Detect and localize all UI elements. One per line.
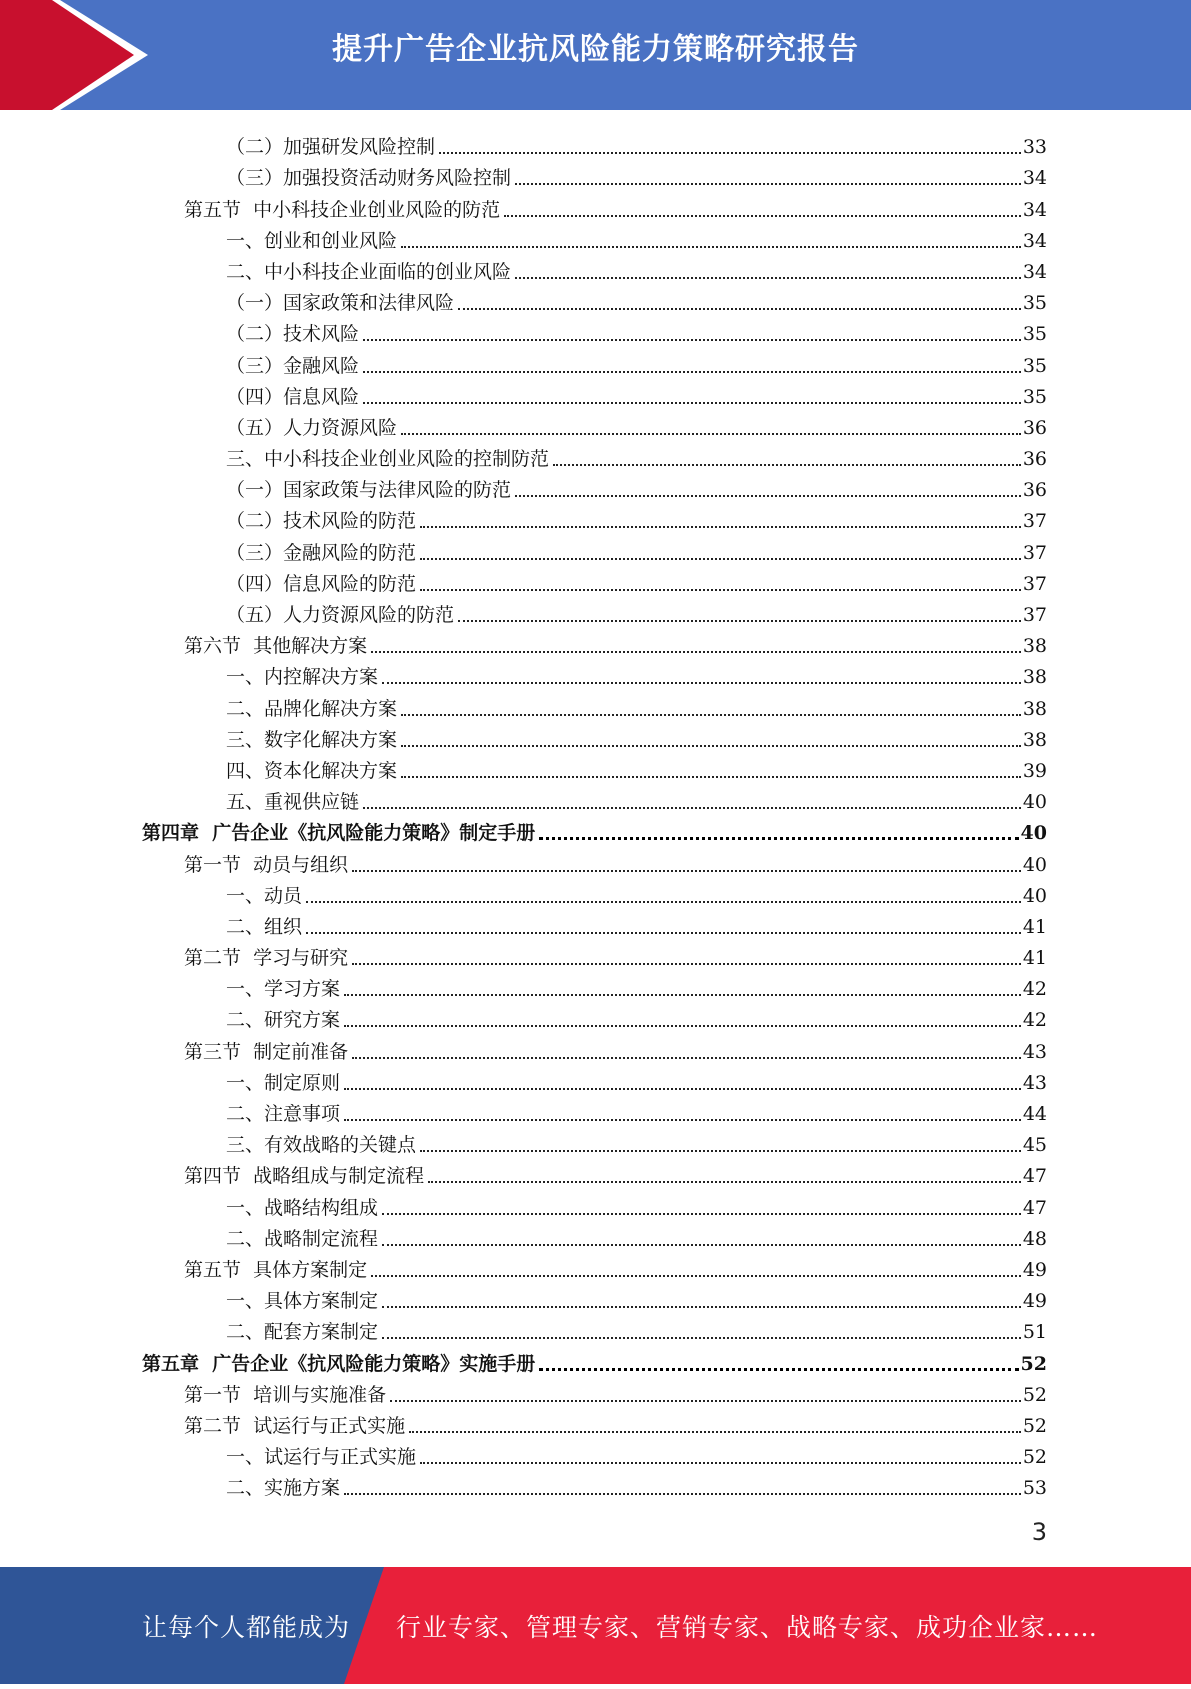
toc-entry[interactable] <box>0 440 1191 471</box>
toc-entry-title: 一、具体方案制定 <box>226 1290 379 1313</box>
toc-entry-page: 36 <box>1022 448 1047 471</box>
toc-entry[interactable] <box>0 1095 1191 1126</box>
toc-entry[interactable] <box>0 1220 1191 1251</box>
toc-dot-leader <box>401 745 1021 747</box>
toc-entry[interactable] <box>0 1438 1191 1469</box>
toc-dot-leader <box>382 1213 1021 1215</box>
toc-entry-title: 一、战略结构组成 <box>226 1196 379 1219</box>
toc-entry-title: 二、研究方案 <box>226 1009 341 1032</box>
toc-dot-leader <box>458 308 1021 310</box>
toc-entry-title: 二、中小科技企业面临的创业风险 <box>226 260 512 283</box>
toc-entry-page: 40 <box>1022 884 1047 907</box>
toc-entry[interactable] <box>0 1126 1191 1157</box>
toc-dot-leader <box>420 589 1021 591</box>
toc-entry[interactable] <box>0 284 1191 315</box>
toc-entry-page: 52 <box>1020 1352 1047 1375</box>
toc-entry-title: 五、重视供应链 <box>226 791 360 814</box>
toc-entry-title: 二、战略制定流程 <box>226 1227 379 1250</box>
toc-dot-leader <box>428 1181 1021 1183</box>
toc-entry-title: 二、组织 <box>226 915 303 938</box>
toc-entry[interactable] <box>0 658 1191 689</box>
toc-entry[interactable] <box>0 1251 1191 1282</box>
toc-entry-title: 第六节 其他解决方案 <box>184 635 368 658</box>
toc-entry-title: （四）信息风险的防范 <box>226 572 417 595</box>
toc-dot-leader <box>420 1150 1021 1152</box>
toc-entry-page: 36 <box>1022 416 1047 439</box>
toc-entry-title: （二）技术风险的防范 <box>226 510 417 533</box>
toc-dot-leader <box>344 1493 1021 1495</box>
toc-dot-leader <box>363 339 1021 341</box>
toc-dot-leader <box>352 870 1021 872</box>
toc-entry[interactable] <box>0 596 1191 627</box>
toc-entry-page: 37 <box>1022 604 1047 626</box>
toc-entry[interactable] <box>0 1407 1191 1438</box>
table-of-contents <box>0 128 1191 1500</box>
toc-entry-page: 35 <box>1022 385 1047 408</box>
toc-entry[interactable] <box>0 939 1191 970</box>
toc-dot-leader <box>515 495 1021 497</box>
report-title: 提升广告企业抗风险能力策略研究报告 <box>332 32 859 67</box>
toc-entry-page: 49 <box>1022 1290 1047 1313</box>
toc-dot-leader <box>420 1462 1021 1464</box>
toc-entry[interactable] <box>0 721 1191 752</box>
toc-entry-page: 38 <box>1022 666 1047 689</box>
toc-dot-leader <box>352 1057 1021 1059</box>
toc-entry-page: 48 <box>1022 1227 1047 1250</box>
toc-entry-page: 40 <box>1020 822 1047 845</box>
toc-entry-title: 四、资本化解决方案 <box>226 759 398 782</box>
toc-entry[interactable] <box>0 1282 1191 1313</box>
toc-dot-leader <box>382 1306 1021 1308</box>
toc-dot-leader <box>344 1088 1021 1090</box>
toc-dot-leader <box>363 807 1021 809</box>
toc-entry-page: 43 <box>1022 1040 1047 1063</box>
toc-dot-leader <box>539 837 1018 840</box>
toc-entry-title: 第四节 战略组成与制定流程 <box>184 1165 425 1188</box>
toc-dot-leader <box>420 558 1021 560</box>
footer-slogan: 让每个人都能成为 <box>142 1613 351 1642</box>
toc-entry-title: 三、有效战略的关键点 <box>226 1134 417 1157</box>
toc-entry-title: 第五节 具体方案制定 <box>184 1258 368 1281</box>
toc-entry-page: 38 <box>1022 635 1047 658</box>
toc-entry-page: 41 <box>1022 915 1047 938</box>
toc-entry[interactable] <box>0 533 1191 564</box>
toc-entry[interactable] <box>0 1469 1191 1500</box>
toc-dot-leader <box>344 1025 1021 1027</box>
toc-entry-page: 47 <box>1022 1165 1047 1188</box>
toc-dot-leader <box>401 246 1021 248</box>
toc-entry-title: 一、学习方案 <box>226 978 341 1001</box>
toc-dot-leader <box>344 994 1021 996</box>
toc-entry-page: 35 <box>1022 292 1047 315</box>
toc-entry-title: 三、数字化解决方案 <box>226 728 398 751</box>
toc-dot-leader <box>382 1337 1021 1339</box>
page-footer <box>0 1567 1191 1684</box>
toc-entry-title: 第一节 培训与实施准备 <box>184 1383 387 1406</box>
toc-entry-page: 40 <box>1022 791 1047 814</box>
toc-entry-page: 42 <box>1022 978 1047 1001</box>
toc-entry-title: （五）人力资源风险的防范 <box>226 604 455 626</box>
toc-dot-leader <box>458 620 1021 622</box>
toc-entry-title: （一）国家政策和法律风险 <box>226 292 455 315</box>
toc-entry[interactable] <box>0 1032 1191 1063</box>
toc-entry-page: 34 <box>1022 198 1047 221</box>
toc-entry[interactable] <box>0 752 1191 783</box>
toc-dot-leader <box>390 1400 1021 1402</box>
toc-entry[interactable] <box>0 222 1191 253</box>
toc-entry[interactable] <box>0 1157 1191 1188</box>
toc-entry[interactable] <box>0 315 1191 346</box>
toc-entry-title: 一、制定原则 <box>226 1071 341 1094</box>
toc-entry-page: 51 <box>1022 1321 1047 1344</box>
toc-dot-leader <box>515 277 1021 279</box>
toc-dot-leader <box>401 433 1021 435</box>
toc-entry-title: 第五节 中小科技企业创业风险的防范 <box>184 198 501 221</box>
toc-entry-title: 第四章 广告企业《抗风险能力策略》制定手册 <box>142 822 536 845</box>
toc-dot-leader <box>363 402 1021 404</box>
toc-entry[interactable] <box>0 346 1191 377</box>
toc-entry-page: 40 <box>1022 853 1047 876</box>
toc-entry[interactable] <box>0 159 1191 190</box>
toc-dot-leader <box>539 1368 1018 1371</box>
toc-dot-leader <box>306 901 1021 903</box>
toc-entry-title: 第二节 试运行与正式实施 <box>184 1414 406 1437</box>
toc-entry-title: 一、创业和创业风险 <box>226 229 398 252</box>
toc-entry-title: 二、品牌化解决方案 <box>226 697 398 720</box>
toc-entry-page: 38 <box>1022 697 1047 720</box>
toc-entry-page: 38 <box>1022 728 1047 751</box>
toc-entry-page: 49 <box>1022 1258 1047 1281</box>
toc-entry-title: （五）人力资源风险 <box>226 416 398 439</box>
toc-entry-title: （一）国家政策与法律风险的防范 <box>226 479 512 502</box>
toc-entry-page: 34 <box>1022 260 1047 283</box>
toc-entry-page: 43 <box>1022 1071 1047 1094</box>
toc-entry-title: 二、配套方案制定 <box>226 1321 379 1344</box>
toc-entry-title: 第三节 制定前准备 <box>184 1040 349 1063</box>
toc-entry-page: 35 <box>1022 354 1047 377</box>
toc-entry-title: （二）加强研发风险控制 <box>226 136 436 159</box>
page-header <box>0 0 1191 110</box>
toc-entry-page: 52 <box>1022 1414 1047 1437</box>
toc-entry[interactable] <box>0 1376 1191 1407</box>
toc-entry[interactable] <box>0 627 1191 658</box>
toc-entry[interactable] <box>0 1064 1191 1095</box>
toc-entry[interactable] <box>0 1001 1191 1032</box>
toc-dot-leader <box>363 371 1021 373</box>
toc-entry-page: 37 <box>1022 541 1047 564</box>
page-number: 3 <box>1031 1518 1047 1546</box>
toc-entry-page: 42 <box>1022 1009 1047 1032</box>
toc-entry[interactable] <box>0 190 1191 221</box>
toc-entry-page: 34 <box>1022 167 1047 190</box>
toc-entry[interactable] <box>0 689 1191 720</box>
toc-entry-page: 53 <box>1022 1477 1047 1500</box>
toc-entry[interactable] <box>0 814 1191 845</box>
toc-entry-page: 34 <box>1022 229 1047 252</box>
toc-entry-title: 第五章 广告企业《抗风险能力策略》实施手册 <box>142 1352 536 1375</box>
toc-entry[interactable] <box>0 970 1191 1001</box>
toc-dot-leader <box>439 152 1021 154</box>
toc-dot-leader <box>401 714 1021 716</box>
toc-entry[interactable] <box>0 908 1191 939</box>
toc-entry-page: 41 <box>1022 947 1047 970</box>
toc-dot-leader <box>515 183 1021 185</box>
toc-entry-page: 33 <box>1022 136 1047 159</box>
toc-dot-leader <box>401 776 1021 778</box>
toc-entry-title: （二）技术风险 <box>226 323 360 346</box>
toc-entry-page: 47 <box>1022 1196 1047 1219</box>
toc-entry-title: 一、试运行与正式实施 <box>226 1446 417 1469</box>
toc-entry-title: （三）金融风险的防范 <box>226 541 417 564</box>
toc-entry-title: 一、内控解决方案 <box>226 666 379 689</box>
toc-dot-leader <box>420 526 1021 528</box>
toc-entry-page: 36 <box>1022 479 1047 502</box>
toc-entry[interactable] <box>0 253 1191 284</box>
toc-entry-title: 二、实施方案 <box>226 1477 341 1500</box>
toc-entry[interactable] <box>0 565 1191 596</box>
toc-entry-title: （三）金融风险 <box>226 354 360 377</box>
toc-entry-page: 37 <box>1022 510 1047 533</box>
toc-entry-title: （三）加强投资活动财务风险控制 <box>226 167 512 190</box>
toc-entry-page: 39 <box>1022 759 1047 782</box>
toc-entry[interactable] <box>0 128 1191 159</box>
toc-dot-leader <box>382 1244 1021 1246</box>
toc-entry[interactable] <box>0 378 1191 409</box>
toc-entry[interactable] <box>0 877 1191 908</box>
toc-dot-leader <box>504 215 1021 217</box>
toc-entry-page: 35 <box>1022 323 1047 346</box>
toc-entry[interactable] <box>0 1188 1191 1219</box>
toc-entry-page: 37 <box>1022 572 1047 595</box>
toc-dot-leader <box>371 651 1021 653</box>
toc-dot-leader <box>352 963 1021 965</box>
toc-entry[interactable] <box>0 471 1191 502</box>
footer-roles: 行业专家、管理专家、营销专家、战略专家、成功企业家…… <box>396 1613 1099 1642</box>
toc-entry-page: 52 <box>1022 1383 1047 1406</box>
toc-entry[interactable] <box>0 783 1191 814</box>
toc-entry-title: （四）信息风险 <box>226 385 360 408</box>
toc-dot-leader <box>409 1431 1021 1433</box>
toc-entry[interactable] <box>0 1313 1191 1344</box>
toc-dot-leader <box>553 464 1021 466</box>
toc-entry[interactable] <box>0 502 1191 533</box>
toc-entry-title: 二、注意事项 <box>226 1103 341 1125</box>
toc-dot-leader <box>382 682 1021 684</box>
toc-entry-title: 一、动员 <box>226 884 303 907</box>
toc-entry[interactable] <box>0 845 1191 876</box>
toc-dot-leader <box>344 1119 1021 1121</box>
toc-entry-title: 第二节 学习与研究 <box>184 947 349 970</box>
toc-entry-page: 52 <box>1022 1446 1047 1469</box>
toc-entry[interactable] <box>0 409 1191 440</box>
toc-entry-title: 第一节 动员与组织 <box>184 853 349 876</box>
toc-dot-leader <box>371 1275 1021 1277</box>
toc-entry-page: 45 <box>1022 1134 1047 1157</box>
toc-entry[interactable] <box>0 1344 1191 1375</box>
toc-dot-leader <box>306 932 1021 934</box>
toc-entry-page: 44 <box>1022 1103 1047 1125</box>
toc-entry-title: 三、中小科技企业创业风险的控制防范 <box>226 448 550 471</box>
